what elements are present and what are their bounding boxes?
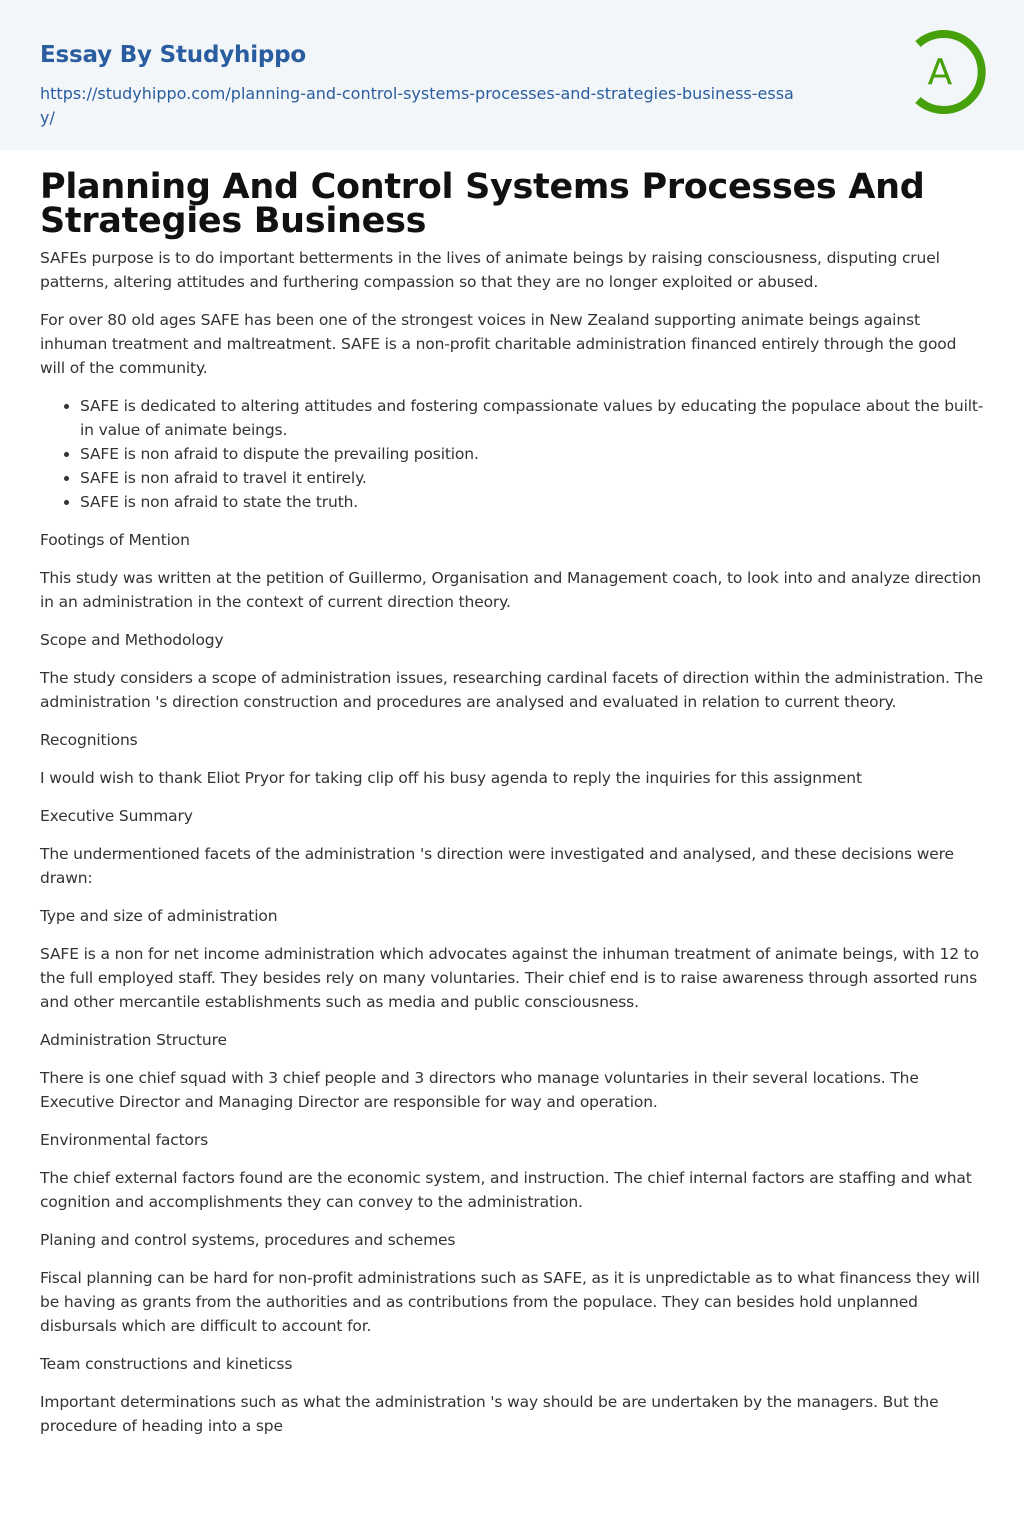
site-header <box>0 0 1024 150</box>
section-body: This study was written at the petition of Guillermo, Organisation and Management coach, to look into and analyze direction in an administration in the context of current direction theory. <box>40 569 982 611</box>
section-body: The undermentioned facets of the administration 's direction were investigated and analysed, and these decisions were drawn: <box>40 845 954 887</box>
brand-title: Essay By Studyhippo <box>40 42 307 68</box>
section-heading: Footings of Mention <box>40 531 190 549</box>
section-heading: Scope and Methodology <box>40 631 224 649</box>
svg-text:A: A <box>927 52 953 93</box>
section-heading: Administration Structure <box>40 1031 227 1049</box>
section-body: Important determinations such as what the administration 's way should be are undertaken by the managers. But the procedure of heading into a spe <box>40 1393 939 1435</box>
section-body: The study considers a scope of administration issues, researching cardinal facets of direction within the administration. The administration 's direction construction and procedures are analysed and evaluated in relation to current theory. <box>40 669 983 711</box>
studyhippo-logo-icon[interactable] <box>906 28 988 116</box>
intro-paragraph: SAFEs purpose is to do important betterments in the lives of animate beings by raising consciousness, disputing cruel patterns, altering attitudes and furthering compassion so that they are no longer exploited or abused. <box>40 249 940 291</box>
section-heading: Team constructions and kineticss <box>40 1355 293 1373</box>
section-heading: Type and size of administration <box>40 907 278 925</box>
list-item: • SAFE is non afraid to travel it entirely. <box>80 466 984 490</box>
section-body: There is one chief squad with 3 chief people and 3 directors who manage voluntaries in their several locations. The Executive Director and Managing Director are responsible for way and operation. <box>40 1069 919 1111</box>
section-body: SAFE is a non for net income administration which advocates against the inhuman treatment of animate beings, with 12 to the full employed staff. They besides rely on many voluntaries. Their chief end is to raise awareness through assorted runs and other mercantile establishments such as media and public consciousness. <box>40 945 979 1011</box>
list-item: • SAFE is non afraid to dispute the prevailing position. <box>80 442 984 466</box>
section-body: Fiscal planning can be hard for non-profit administrations such as SAFE, as it is unpredictable as to what financess they will be having as grants from the authorities and as contributions from the populace. They can besides hold unplanned disbursals which are difficult to account for. <box>40 1269 980 1335</box>
list-item: • SAFE is dedicated to altering attitudes and fostering compassionate values by educating the populace about the built-in value of animate beings. <box>80 394 984 442</box>
section-heading: Environmental factors <box>40 1131 209 1149</box>
values-list <box>40 394 984 514</box>
article <box>0 167 1024 1438</box>
section-heading: Recognitions <box>40 731 138 749</box>
section-heading: Planing and control systems, procedures and schemes <box>40 1231 456 1249</box>
page-title: Planning And Control Systems Processes And Strategies Business <box>40 167 925 241</box>
list-item: • SAFE is non afraid to state the truth. <box>80 490 984 514</box>
paragraph: For over 80 old ages SAFE has been one of the strongest voices in New Zealand supporting animate beings against inhuman treatment and maltreatment. SAFE is a non-profit charitable administration financed entirely through the good will of the community. <box>40 311 957 377</box>
section-body: The chief external factors found are the economic system, and instruction. The chief internal factors are staffing and what cognition and accomplishments they can convey to the administration. <box>40 1169 972 1211</box>
section-body: I would wish to thank Eliot Pryor for taking clip off his busy agenda to reply the inquiries for this assignment <box>40 769 862 787</box>
section-heading: Executive Summary <box>40 807 193 825</box>
source-url-link[interactable]: https://studyhippo.com/planning-and-control-systems-processes-and-strategies-business-essay/ <box>40 84 794 127</box>
